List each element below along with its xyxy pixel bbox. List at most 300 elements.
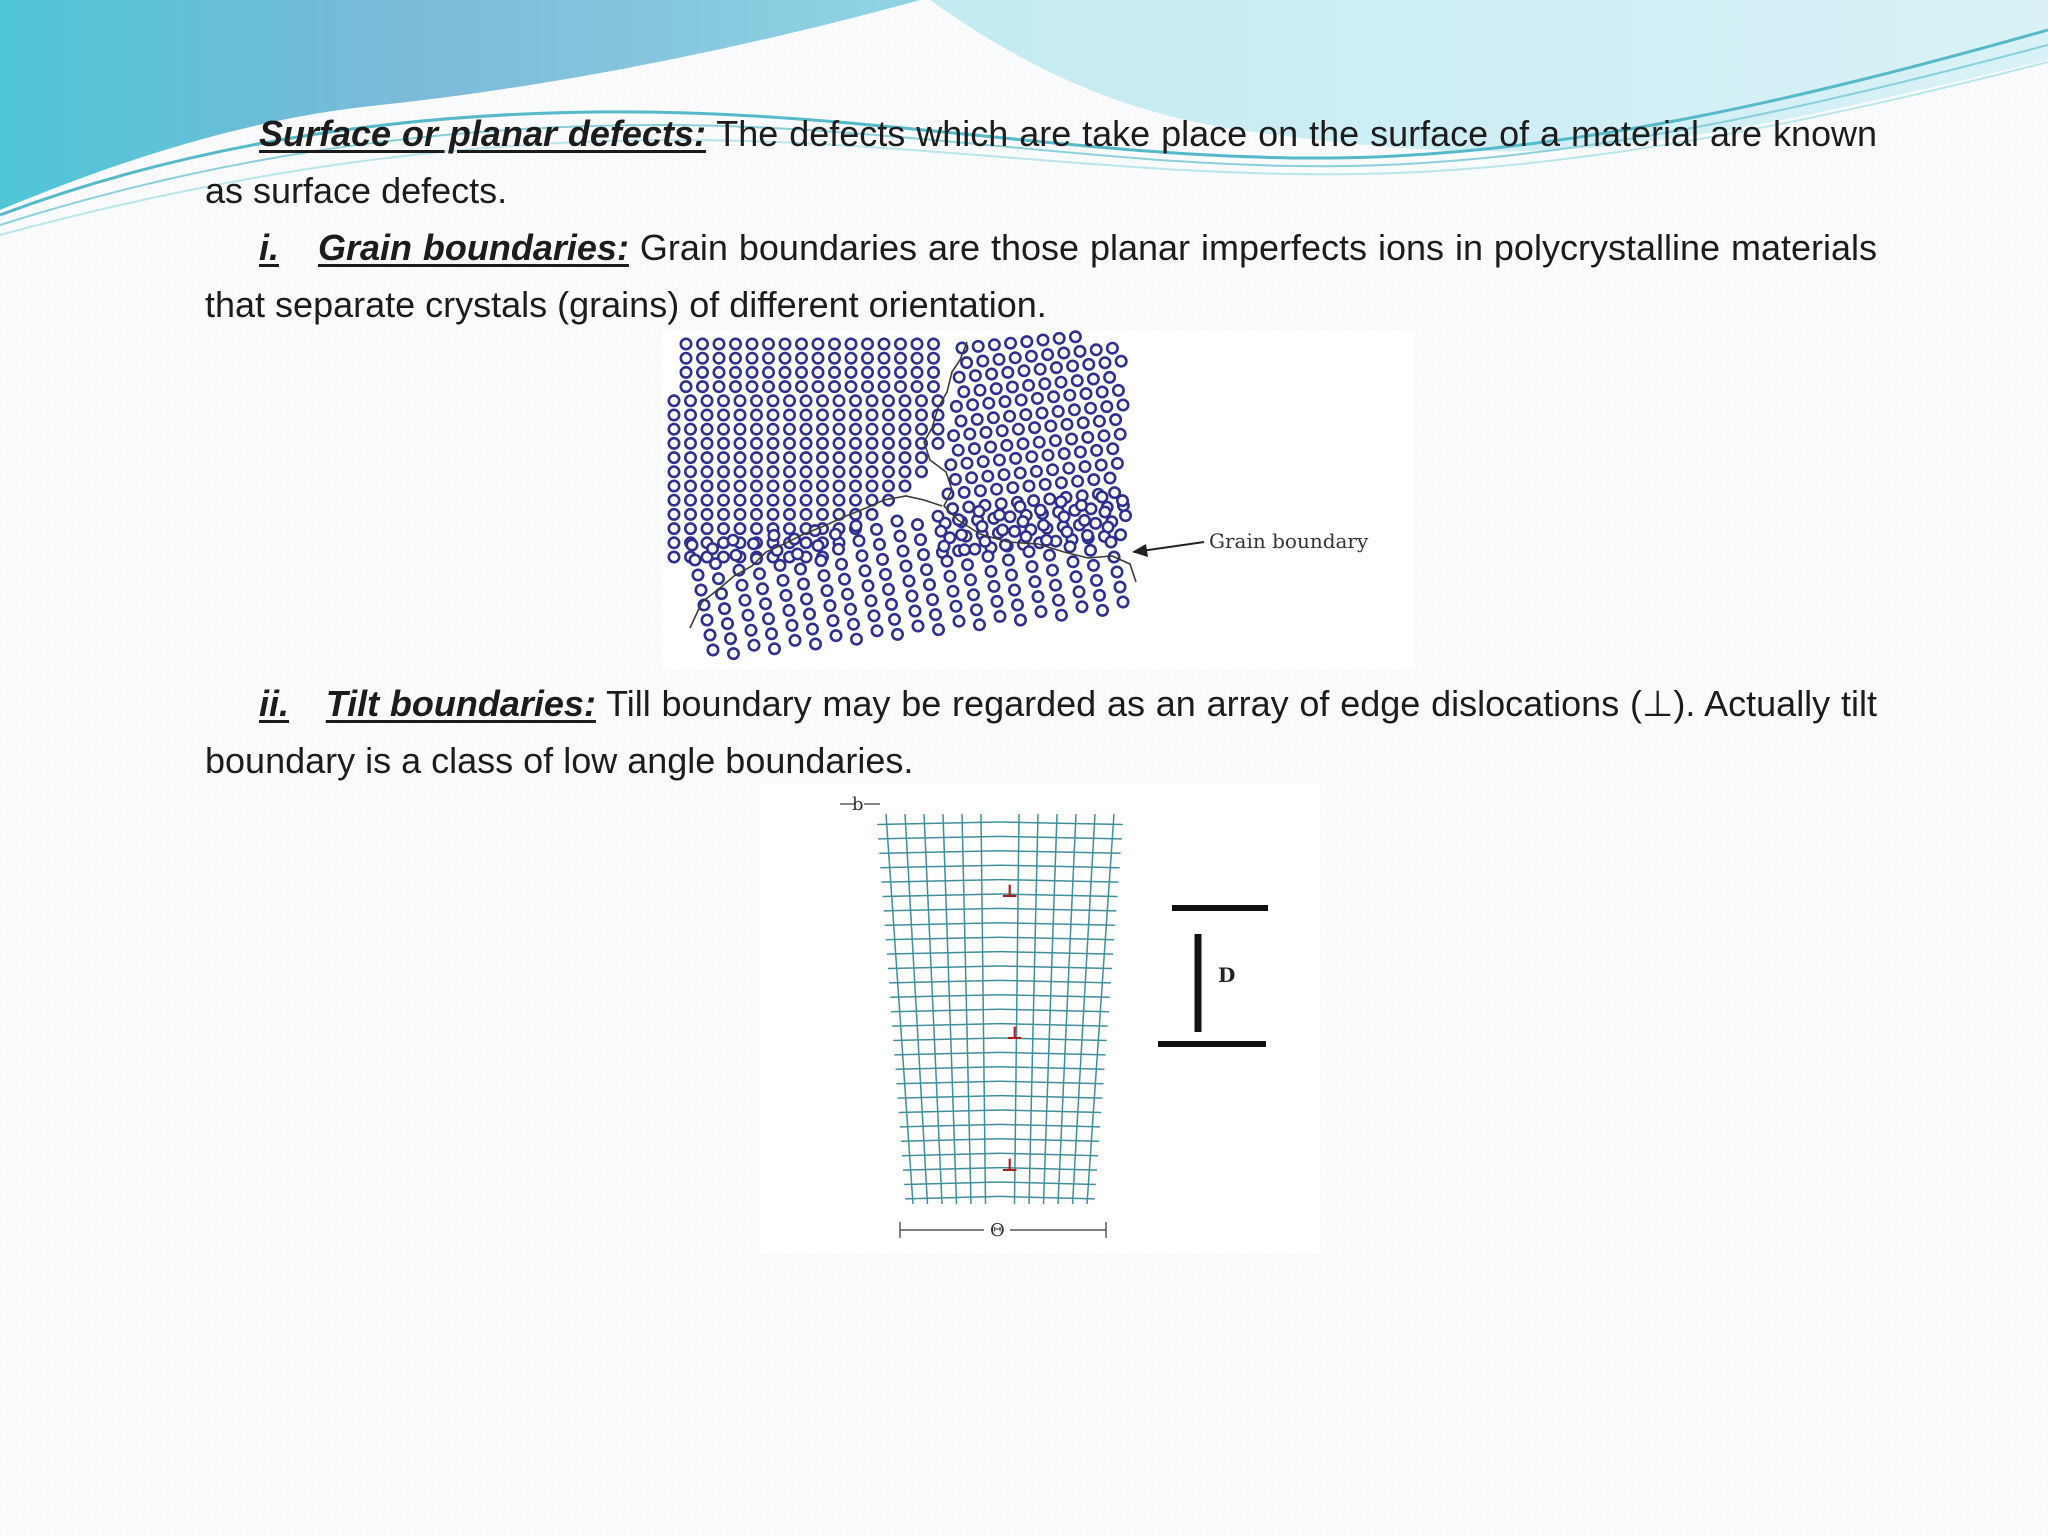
atom [1091, 575, 1101, 585]
atom [1116, 356, 1126, 366]
atom [669, 467, 679, 477]
atom [702, 495, 712, 505]
atom [1010, 453, 1020, 463]
atom [768, 438, 778, 448]
atom [730, 339, 740, 349]
tilt-boundaries-text: Till boundary may be regarded as an array of edge dislocations (⊥). Actually tilt boundary is a class of low angle boundaries. [205, 683, 1877, 781]
atom [807, 624, 817, 634]
atom [801, 410, 811, 420]
atom [1040, 379, 1050, 389]
atom [1115, 530, 1125, 540]
atom [900, 424, 910, 434]
atom [851, 521, 861, 531]
atom [669, 523, 679, 533]
atom [842, 589, 852, 599]
atom [1000, 396, 1010, 406]
atom [681, 339, 691, 349]
atom [996, 499, 1006, 509]
atom [1091, 345, 1101, 355]
atom [986, 369, 996, 379]
tilt-boundary-diagram [760, 784, 1320, 1254]
atom [892, 629, 902, 639]
atom [1069, 405, 1079, 415]
atom [751, 396, 761, 406]
grain-boundary-diagram [662, 330, 1414, 670]
atom [685, 509, 695, 519]
atom [801, 396, 811, 406]
atom [854, 536, 864, 546]
atom [997, 426, 1007, 436]
atom [784, 410, 794, 420]
atom [879, 353, 889, 363]
atom [1074, 587, 1084, 597]
atom [965, 429, 975, 439]
atom [1018, 516, 1028, 526]
atom [834, 410, 844, 420]
atom [1117, 495, 1127, 505]
atom [850, 438, 860, 448]
atom [702, 509, 712, 519]
atom [796, 353, 806, 363]
atom [969, 443, 979, 453]
atom [702, 410, 712, 420]
atom [1027, 561, 1037, 571]
atom [801, 594, 811, 604]
atom [796, 381, 806, 391]
atom [784, 509, 794, 519]
atom [994, 455, 1004, 465]
atom [790, 635, 800, 645]
atom [1046, 421, 1056, 431]
atom [971, 605, 981, 615]
atom [1045, 494, 1055, 504]
atom [669, 396, 679, 406]
atom [763, 614, 773, 624]
atom [1002, 440, 1012, 450]
atom [1059, 348, 1069, 358]
atom [801, 538, 811, 548]
atom [1028, 495, 1038, 505]
atom [1110, 414, 1120, 424]
atom [1032, 393, 1042, 403]
atom [1089, 474, 1099, 484]
atom [846, 339, 856, 349]
atom [751, 438, 761, 448]
atom [801, 438, 811, 448]
atom [973, 341, 983, 351]
atom [784, 396, 794, 406]
atom [813, 339, 823, 349]
atom [1003, 555, 1013, 565]
atom [1015, 468, 1025, 478]
atom [735, 481, 745, 491]
atom [912, 353, 922, 363]
atom [1075, 447, 1085, 457]
atom [951, 601, 961, 611]
atom [950, 474, 960, 484]
atom [1035, 505, 1045, 515]
atom [751, 509, 761, 519]
atom [817, 438, 827, 448]
atom [1048, 392, 1058, 402]
atom [768, 509, 778, 519]
atom [977, 521, 987, 531]
atom [1050, 580, 1060, 590]
atom [833, 544, 843, 554]
atom [883, 396, 893, 406]
atom [801, 509, 811, 519]
atom [857, 551, 867, 561]
atom [718, 438, 728, 448]
atom [817, 495, 827, 505]
atom [867, 396, 877, 406]
atom [685, 467, 695, 477]
atom [817, 452, 827, 462]
atom [995, 611, 1005, 621]
atom [685, 396, 695, 406]
atom [829, 367, 839, 377]
atom [708, 645, 718, 655]
atom [900, 452, 910, 462]
atom [751, 410, 761, 420]
atom [912, 339, 922, 349]
atom [901, 561, 911, 571]
atom [751, 467, 761, 477]
atom [714, 339, 724, 349]
atom [1042, 349, 1052, 359]
atom [981, 427, 991, 437]
atom [921, 564, 931, 574]
atom [768, 467, 778, 477]
atom [784, 467, 794, 477]
atom [916, 410, 926, 420]
atom [916, 424, 926, 434]
atom [959, 387, 969, 397]
atom [866, 596, 876, 606]
atom [1021, 409, 1031, 419]
lattice-line [1044, 814, 1058, 1204]
atom [1009, 526, 1019, 536]
atom [988, 413, 998, 423]
atom [714, 367, 724, 377]
atom [763, 367, 773, 377]
atom [746, 625, 756, 635]
atom [780, 339, 790, 349]
atom [947, 503, 957, 513]
atom [964, 502, 974, 512]
atom [883, 410, 893, 420]
atom [867, 467, 877, 477]
atom [1037, 408, 1047, 418]
atom [718, 481, 728, 491]
atom [1007, 382, 1017, 392]
atom [685, 495, 695, 505]
atom [867, 410, 877, 420]
atom [792, 549, 802, 559]
atom [817, 467, 827, 477]
atom [778, 575, 788, 585]
atom [735, 452, 745, 462]
atom [685, 410, 695, 420]
atom [863, 581, 873, 591]
atom [735, 410, 745, 420]
atom [1105, 473, 1115, 483]
atom [780, 367, 790, 377]
atom [754, 569, 764, 579]
atom [933, 438, 943, 448]
atom [718, 452, 728, 462]
atom [874, 539, 884, 549]
atom [954, 372, 964, 382]
atom [784, 452, 794, 462]
atom [839, 574, 849, 584]
atom [817, 396, 827, 406]
atom [1056, 610, 1066, 620]
atom [1091, 445, 1101, 455]
atom [1005, 512, 1015, 522]
atom [907, 591, 917, 601]
atom [1104, 372, 1114, 382]
atom [1056, 478, 1066, 488]
atom [834, 467, 844, 477]
atom [1088, 374, 1098, 384]
atom [879, 367, 889, 377]
tilt-boundary-figure [760, 784, 1320, 1254]
atom [831, 630, 841, 640]
grain-boundaries-number: i. [259, 227, 280, 268]
atom [747, 367, 757, 377]
atom [1018, 439, 1028, 449]
atom [718, 523, 728, 533]
atom [687, 540, 697, 550]
atom [1081, 388, 1091, 398]
atom [945, 571, 955, 581]
atom [1120, 510, 1130, 520]
atom [970, 544, 980, 554]
atom [1022, 336, 1032, 346]
atom [768, 424, 778, 434]
atom [1100, 507, 1110, 517]
atom [1065, 542, 1075, 552]
atom [1059, 448, 1069, 458]
tilt-boundaries-heading: Tilt boundaries: [325, 683, 596, 724]
atom [986, 566, 996, 576]
atom [796, 339, 806, 349]
atom [702, 481, 712, 491]
atom [669, 410, 679, 420]
atom [1056, 377, 1066, 387]
atom [1094, 416, 1104, 426]
atom [1008, 482, 1018, 492]
grain-boundaries-heading: Grain boundaries: [317, 227, 629, 268]
atom [1084, 359, 1094, 369]
atom [898, 546, 908, 556]
atom [992, 596, 1002, 606]
atom [690, 555, 700, 565]
atom [880, 569, 890, 579]
atom [877, 554, 887, 564]
atom [1082, 530, 1092, 540]
atom [1062, 419, 1072, 429]
atom [983, 471, 993, 481]
atom [760, 599, 770, 609]
atom [1030, 576, 1040, 586]
atom [697, 381, 707, 391]
atom [846, 367, 856, 377]
atom [962, 458, 972, 468]
atom [819, 570, 829, 580]
atom [1034, 437, 1044, 447]
atom [768, 495, 778, 505]
atom [1040, 479, 1050, 489]
atom [702, 396, 712, 406]
atom [697, 353, 707, 363]
atom [1083, 432, 1093, 442]
atom [731, 550, 741, 560]
atom [930, 609, 940, 619]
atom [872, 626, 882, 636]
atom [795, 564, 805, 574]
atom [974, 506, 984, 516]
atom [1038, 520, 1048, 530]
atom [669, 424, 679, 434]
atom [730, 381, 740, 391]
atom [728, 648, 738, 658]
atom [1106, 537, 1116, 547]
atom [1108, 444, 1118, 454]
atom [968, 590, 978, 600]
atom [801, 424, 811, 434]
atom [801, 467, 811, 477]
atom [994, 354, 1004, 364]
atom [1097, 387, 1107, 397]
atom [1056, 497, 1066, 507]
atom [751, 523, 761, 533]
lattice-line [1029, 814, 1038, 1204]
atom [927, 594, 937, 604]
atom [757, 584, 767, 594]
atom [801, 452, 811, 462]
atom [867, 424, 877, 434]
d-spacing-label: D [1218, 963, 1236, 987]
atom [834, 495, 844, 505]
atom [787, 620, 797, 630]
atom [718, 467, 728, 477]
atom [1067, 361, 1077, 371]
atom [1118, 400, 1128, 410]
atom [1112, 458, 1122, 468]
atom [962, 560, 972, 570]
atom [1051, 362, 1061, 372]
atom [933, 511, 943, 521]
atom [994, 510, 1004, 520]
grain-boundary-arrow-head [1132, 544, 1148, 557]
atom [966, 473, 976, 483]
atom [1102, 401, 1112, 411]
dislocation-symbol-3: ⊥ [1001, 1155, 1019, 1176]
atom [836, 559, 846, 569]
atom [817, 509, 827, 519]
atom [928, 367, 938, 377]
atom [1015, 501, 1025, 511]
atom [900, 467, 910, 477]
atom [1021, 531, 1031, 541]
atom [850, 481, 860, 491]
atom [978, 356, 988, 366]
atom [735, 523, 745, 533]
atom [804, 609, 814, 619]
atom [912, 381, 922, 391]
atom [1054, 333, 1064, 343]
atom [813, 381, 823, 391]
grain-boundary-figure [662, 330, 1414, 670]
atom [886, 599, 896, 609]
atom [681, 367, 691, 377]
lattice-line [943, 814, 957, 1204]
lattice-grid [877, 814, 1123, 1204]
atom [915, 534, 925, 544]
atom [669, 452, 679, 462]
atom [851, 634, 861, 644]
atom [735, 396, 745, 406]
atom [985, 442, 995, 452]
atom [1096, 460, 1106, 470]
atom [900, 396, 910, 406]
tilt-boundaries-paragraph [205, 675, 1877, 789]
atom [1013, 424, 1023, 434]
atom [953, 445, 963, 455]
atom [1077, 602, 1087, 612]
atom [1066, 434, 1076, 444]
atom [959, 487, 969, 497]
atom [1099, 431, 1109, 441]
atom [810, 639, 820, 649]
atom [1027, 452, 1037, 462]
atom [768, 396, 778, 406]
atom [1075, 346, 1085, 356]
atom [834, 438, 844, 448]
atom [669, 552, 679, 562]
atom [685, 452, 695, 462]
atom [1043, 450, 1053, 460]
atom [834, 424, 844, 434]
atom [846, 353, 856, 363]
atom [1059, 512, 1069, 522]
dislocation-symbol-2: ⊥ [1006, 1023, 1024, 1044]
atom [895, 531, 905, 541]
atom [740, 595, 750, 605]
atom [883, 438, 893, 448]
atom [707, 543, 717, 553]
atom [780, 381, 790, 391]
atom [669, 538, 679, 548]
atom [705, 630, 715, 640]
atom [784, 523, 794, 533]
surface-defects-heading: Surface or planar defects: [259, 113, 706, 154]
atom [718, 424, 728, 434]
atom [710, 558, 720, 568]
atom [702, 452, 712, 462]
atom [1047, 465, 1057, 475]
atom [967, 400, 977, 410]
atom [1107, 343, 1117, 353]
atom [1004, 411, 1014, 421]
atom [702, 438, 712, 448]
atom [989, 340, 999, 350]
atom [850, 452, 860, 462]
atom [883, 481, 893, 491]
dislocation-symbol-1: ⊥ [1001, 881, 1019, 902]
